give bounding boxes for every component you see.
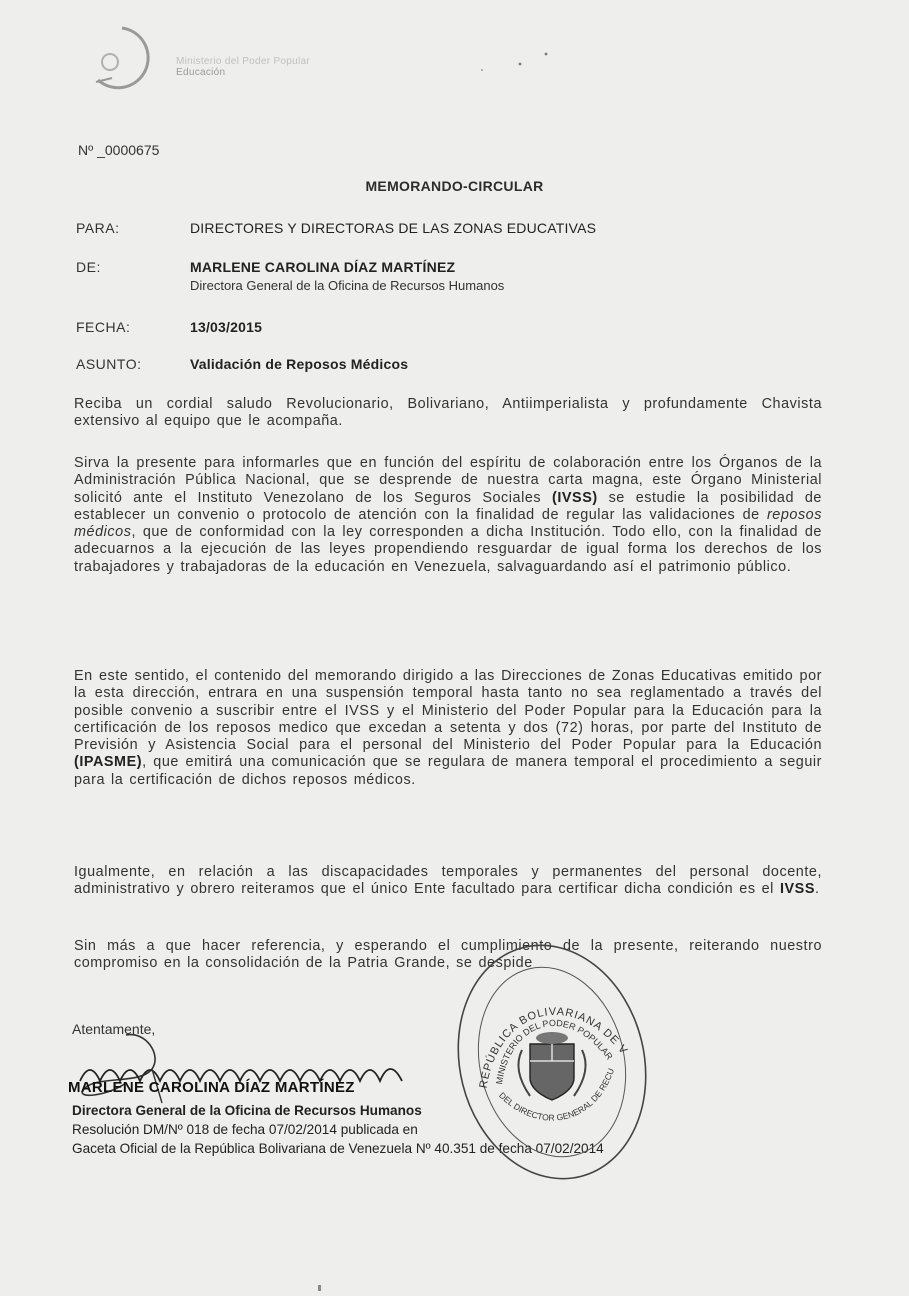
stamp-inner-text: MINISTERIO DEL PODER POPULAR	[494, 1017, 615, 1086]
scan-specks	[470, 48, 560, 78]
p2-text-c: se estudie la posibilidad de establecer un convenio o protocolo de atención con la finalidad de regular las validaciones de	[74, 489, 822, 523]
asunto-value: Validación de Reposos Médicos	[190, 356, 409, 372]
signatory-title: Directora General de la Oficina de Recursos Humanos	[72, 1103, 422, 1118]
p3-text-c: , que emitirá una comunicación que se regulara de manera temporal el procedimiento a seguir para la certificación de dichos reposos médicos.	[74, 754, 822, 788]
p2-text-a: Sirva la presente para informarles que en función del espíritu de colaboración entre los Órganos de la Administración Pública Nacional, que se desprende de nuestra carta magna, este Órgano Ministerial solicitó ante el Instituto Venezolano de los Seguros Sociales	[74, 455, 822, 506]
stamp-outer-text: REPÚBLICA BOLIVARIANA DE VENEZUELA	[477, 1005, 630, 1090]
gazette-line: Gaceta Oficial de la República Bolivariana de Venezuela Nº 40.351 de fecha 07/02/2014	[72, 1141, 604, 1156]
resolution-line: Resolución DM/Nº 018 de fecha 07/02/2014 publicada en	[72, 1122, 418, 1137]
p4-text-c: .	[814, 881, 820, 898]
closing-text: Atentamente,	[72, 1021, 156, 1037]
p4-ivss: IVSS	[779, 881, 815, 898]
p2-reposos-medicos: reposos médicos	[74, 506, 822, 541]
de-label: DE:	[76, 259, 101, 275]
document-title: MEMORANDO-CIRCULAR	[365, 178, 544, 194]
p4-text-a: Igualmente, en relación a las discapacidades temporales y permanentes del personal docente, administrativo y obrero reiteramos que el único Ente facultado para certificar dicha condición es el	[74, 864, 822, 898]
scan-mark	[318, 1285, 321, 1291]
p2-ivss: (IVSS)	[552, 489, 598, 506]
fecha-value: 13/03/2015	[190, 319, 263, 335]
para-value: DIRECTORES Y DIRECTORAS DE LAS ZONAS EDUCATIVAS	[190, 220, 597, 236]
document-number: Nº _0000675	[78, 142, 160, 158]
paragraph-purpose	[74, 455, 822, 576]
paragraph-disabilities	[74, 864, 822, 899]
official-stamp-seal	[452, 922, 652, 1182]
p3-text-a: En este sentido, el contenido del memorando dirigido a las Direcciones de Zonas Educativas emitido por la esta dirección, entrara en una suspensión temporal hasta tanto no sea reglamentado a través del posible convenio a suscribir entre el IVSS y el Ministerio del Poder Popular para la Educación para la certificación de los reposos medico que excedan a setenta y dos (72) horas, por parte del Instituto de Previsión y Asistencia Social para el personal del Ministerio del Poder Popular para la Educación	[74, 668, 822, 754]
ministry-logo	[82, 18, 162, 98]
asunto-label: ASUNTO:	[76, 356, 142, 372]
p3-ipasme: (IPASME)	[74, 754, 143, 771]
logo-text-line2: Educación	[176, 67, 226, 78]
stamp-bottom-text: DEL DIRECTOR GENERAL DE RECURSOS	[497, 1066, 617, 1123]
de-subtitle: Directora General de la Oficina de Recursos Humanos	[190, 278, 505, 293]
paragraph-suspension	[74, 668, 822, 789]
ministry-logo-text	[176, 56, 310, 78]
signatory-name: MARLENE CAROLINA DÍAZ MARTÍNEZ	[68, 1079, 355, 1096]
paragraph-farewell: Sin más a que hacer referencia, y esperando el cumplimiento de la presente, reiterando nuestro compromiso en la consolidación de la Patria Grande, se despide	[74, 938, 822, 972]
fecha-label: FECHA:	[76, 319, 131, 335]
logo-text-line1: Ministerio del Poder Popular	[176, 56, 311, 67]
p2-text-e: , que de conformidad con la ley corresponden a dicha Institución. Todo ello, con la finalidad de adecuarnos a la ejecución de las leyes propendiendo resguardar de igual forma los derechos de los trabajadores y trabajadoras de la educación en Venezuela, salvaguardando así el patrimonio público.	[74, 524, 822, 575]
de-value: MARLENE CAROLINA DÍAZ MARTÍNEZ	[190, 259, 456, 275]
para-label: PARA:	[76, 220, 120, 236]
coat-of-arms-icon	[518, 1032, 585, 1100]
paragraph-greeting: Reciba un cordial saludo Revolucionario, Bolivariano, Antiimperialista y profundamente Chavista extensivo al equipo que le acompaña.	[74, 396, 822, 430]
